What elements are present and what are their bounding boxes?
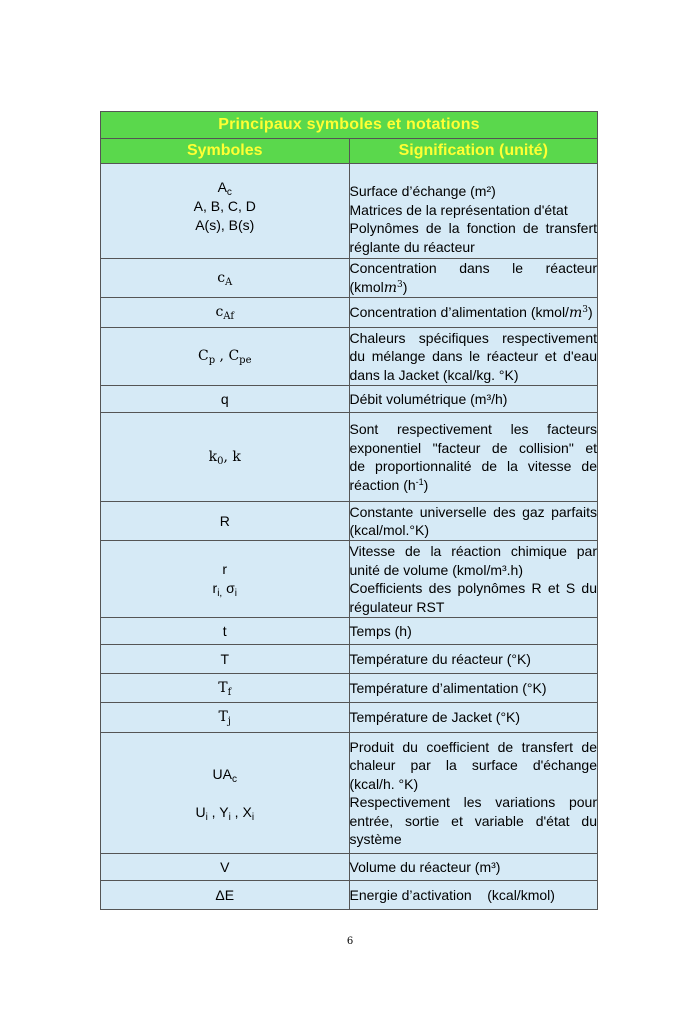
symbol-subscript: pe	[239, 355, 252, 366]
description-line: (kcal/h. °K)	[349, 775, 419, 792]
symbol-text: C	[197, 348, 209, 364]
table-row	[101, 541, 598, 618]
symbol-text: $r_{i,}$ $\sigma_i$	[212, 580, 237, 599]
description-line: Concentration d’alimentation $(kmol/m^3)$	[349, 303, 593, 321]
description-cell	[349, 541, 598, 618]
description-cell	[349, 259, 598, 298]
page-number: 6	[346, 936, 354, 947]
symbol-subscript: Af	[223, 311, 235, 322]
table-row	[101, 703, 598, 733]
symbol-cell	[101, 413, 350, 502]
description-cell: Débit volumétrique (m³/h)	[349, 386, 598, 413]
symbol-cell	[101, 541, 350, 618]
notation-table	[100, 111, 598, 910]
description-line: Matrices de la représentation d'état	[349, 201, 568, 218]
symbol-cell	[101, 733, 350, 854]
description-line: Polynômes de la fonction de transfert	[349, 220, 597, 236]
symbol-text: c	[215, 304, 224, 320]
symbol-text: A	[217, 179, 227, 195]
description-line: Surface d’échange (m²)	[349, 183, 496, 199]
symbol-text: k	[208, 448, 218, 465]
description-line: système	[349, 831, 402, 847]
symbol-cell	[101, 298, 350, 328]
description-cell: Température d’alimentation (°K)	[349, 674, 598, 703]
table-row	[101, 328, 598, 386]
description-line: entrée, sortie et variable d'état du	[349, 812, 597, 829]
description-line: Respectivement les variations pour	[349, 794, 597, 810]
description-line: unité de volume (kmol/m³.h)	[349, 561, 524, 578]
table-row	[101, 645, 598, 674]
description-cell	[349, 164, 598, 259]
description-cell	[349, 502, 598, 541]
description-line: (kcal/mol.°K)	[349, 522, 429, 538]
symbol-cell: V	[101, 854, 350, 881]
symbol-cell	[101, 259, 350, 298]
header-meaning: Signification (unité)	[349, 139, 598, 164]
description-cell: Volume du réacteur (m³)	[349, 854, 598, 881]
symbol-text: $UA_c$	[212, 765, 237, 785]
symbol-text: , k	[223, 448, 241, 465]
description-line: (kmolm$^3$)	[349, 278, 408, 296]
description-line: Produit du coefficient de transfert de	[349, 738, 597, 755]
description-line: Chaleurs spécifiques respectivement	[349, 329, 597, 346]
symbol-subscript: j	[227, 716, 231, 727]
table-title-row	[101, 112, 598, 139]
description-line: Coefficients des polynômes R et S du	[349, 580, 597, 596]
description-cell: Energie d’activation (kcal/kmol)	[349, 881, 598, 910]
description-line: chaleur par la surface d'échange	[349, 757, 597, 773]
description-cell	[349, 298, 598, 328]
symbol-text: A(s), B(s)	[195, 217, 255, 233]
description-cell	[349, 328, 598, 386]
table-row	[101, 386, 598, 413]
symbol-text: A, B, C, D	[193, 198, 256, 214]
description-cell	[349, 733, 598, 854]
table-row	[101, 733, 598, 854]
symbol-subscript: f	[227, 686, 232, 698]
description-line: Constante universelle des gaz parfaits	[349, 503, 597, 520]
symbol-cell: T	[101, 645, 350, 674]
description-line: exponentiel "facteur de collision" et	[349, 439, 597, 456]
symbol-cell: ΔE	[101, 881, 350, 910]
description-line: Sont respectivement les facteurs	[349, 421, 597, 437]
symbol-cell	[101, 674, 350, 703]
symbol-text: , C	[215, 348, 240, 364]
table-title: Principaux symboles et notations	[101, 112, 598, 139]
symbol-text: T	[218, 709, 228, 725]
symbol-subscript: c	[226, 187, 232, 198]
symbol-subscript: A	[225, 276, 233, 288]
table-row	[101, 298, 598, 328]
description-cell: Température du réacteur (°K)	[349, 645, 598, 674]
symbol-text: $U_i$ , $Y_i$ , $X_i$	[195, 803, 255, 823]
description-cell	[349, 413, 598, 502]
description-line: régulateur RST	[349, 598, 445, 615]
symbol-subscript: p	[208, 355, 216, 366]
table-row	[101, 164, 598, 259]
description-line: Vitesse de la réaction chimique par	[349, 543, 597, 559]
description-line: dans la Jacket (kcal/kg. °K)	[349, 366, 519, 383]
symbol-text: c	[217, 269, 226, 286]
description-line: Concentration dans le réacteur	[349, 260, 597, 276]
symbol-cell: R	[101, 502, 350, 541]
description-line: réglante du réacteur	[349, 238, 475, 255]
table-row	[101, 854, 598, 881]
table-row	[101, 259, 598, 298]
symbol-subscript: 0	[217, 455, 224, 467]
table-row	[101, 502, 598, 541]
description-cell: Température de Jacket (°K)	[349, 703, 598, 733]
description-line: du mélange dans le réacteur et d'eau	[349, 348, 597, 365]
table-header-row	[101, 139, 598, 164]
symbol-cell	[101, 703, 350, 733]
table-row	[101, 881, 598, 910]
description-line: réaction $(h^{-1})$	[349, 476, 429, 493]
table-row	[101, 674, 598, 703]
description-cell: Temps (h)	[349, 618, 598, 645]
table-row	[101, 413, 598, 502]
header-symbols: Symboles	[101, 139, 350, 164]
symbol-cell	[101, 164, 350, 259]
symbol-cell	[101, 328, 350, 386]
table-row	[101, 618, 598, 645]
symbol-text: T	[218, 679, 228, 696]
symbol-text: r	[222, 561, 228, 577]
symbol-cell: t	[101, 618, 350, 645]
description-line: de proportionnalité de la vitesse de	[349, 458, 597, 474]
symbol-cell: q	[101, 386, 350, 413]
